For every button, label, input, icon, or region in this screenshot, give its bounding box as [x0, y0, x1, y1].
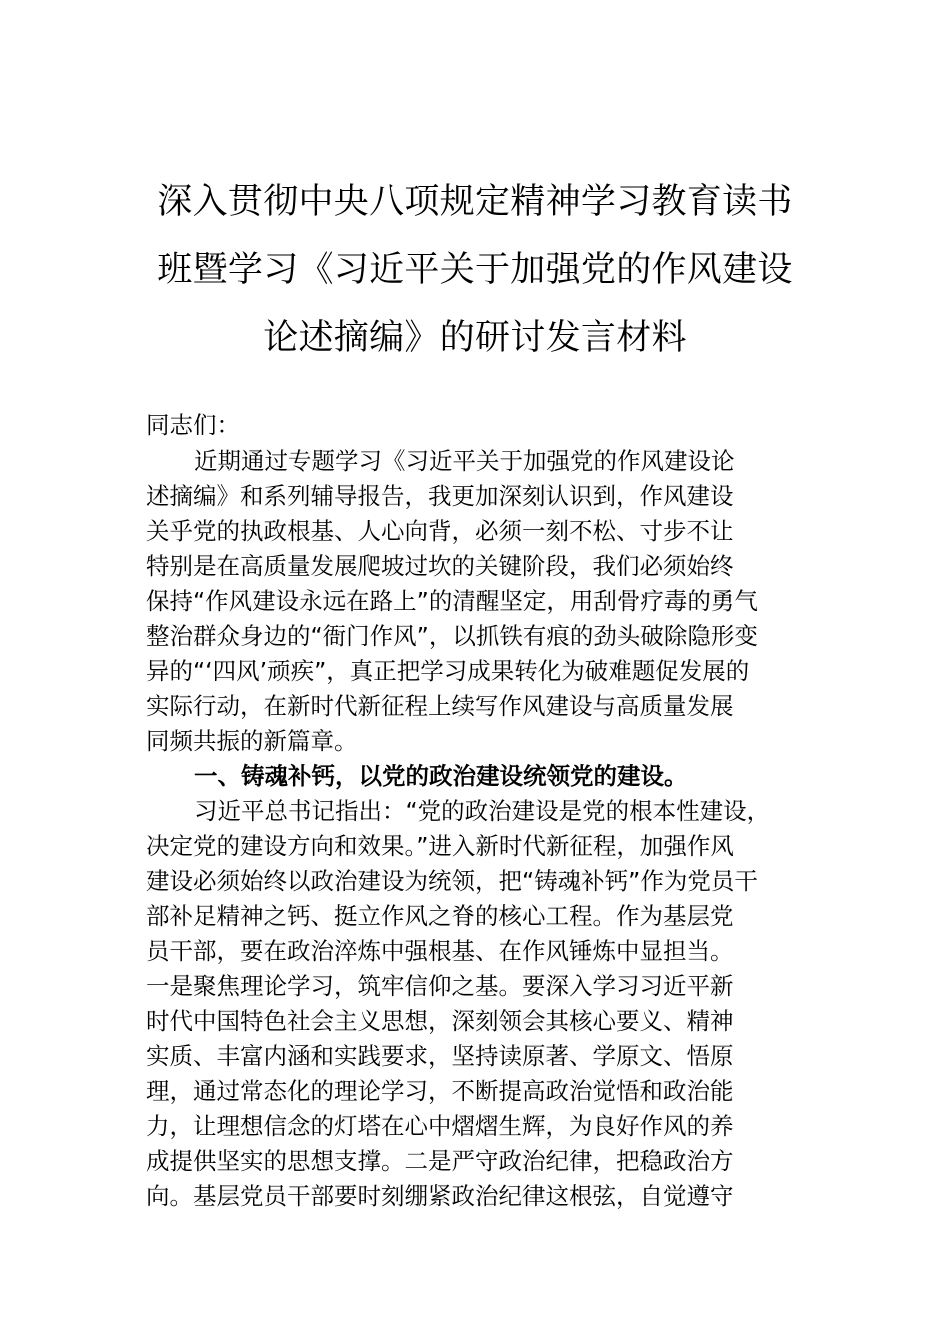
body-line: 实质、丰富内涵和实践要求，坚持读原著、学原文、悟原: [146, 1042, 734, 1070]
title-line-3: 论述摘编》的研讨发言材料: [263, 318, 687, 358]
body-line: 同频共振的新篇章。: [146, 727, 358, 755]
body-line: 实际行动，在新时代新征程上续写作风建设与高质量发展: [146, 692, 734, 720]
body-line: 近期通过专题学习《习近平关于加强党的作风建设论: [194, 447, 735, 475]
body-line: 向。基层党员干部要时刻绷紧政治纪律这根弦，自觉遵守: [146, 1182, 734, 1210]
body-line: 特别是在高质量发展爬坡过坎的关键阶段，我们必须始终: [146, 552, 734, 580]
body-line: 决定党的建设方向和效果。”进入新时代新征程，加强作风: [146, 832, 734, 860]
body-line: 理，通过常态化的理论学习，不断提高政治觉悟和政治能: [146, 1077, 734, 1105]
body-line: 部补足精神之钙、挺立作风之脊的核心工程。作为基层党: [146, 902, 734, 930]
section-heading: 一、铸魂补钙，以党的政治建设统领党的建设。: [194, 762, 688, 790]
body-line: 关乎党的执政根基、人心向背，必须一刻不松、寸步不让: [146, 517, 734, 545]
title-line-2: 班暨学习《习近平关于加强党的作风建设: [157, 250, 793, 290]
body-line: 述摘编》和系列辅导报告，我更加深刻认识到，作风建设: [146, 482, 734, 510]
body-line: 保持“作风建设永远在路上”的清醒坚定，用刮骨疗毒的勇气: [146, 587, 758, 615]
body-line: 异的“‘四风’顽疾”，真正把学习成果转化为破难题促发展的: [146, 657, 750, 685]
body-line: 建设必须始终以政治建设为统领，把“铸魂补钙”作为党员干: [146, 867, 758, 895]
body-line: 习近平总书记指出：“党的政治建设是党的根本性建设，: [194, 797, 771, 825]
body-line: 员干部，要在政治淬炼中强根基、在作风锤炼中显担当。: [146, 937, 734, 965]
title-line-1: 深入贯彻中央八项规定精神学习教育读书: [157, 182, 793, 222]
salutation: 同志们：: [146, 411, 240, 439]
body-line: 时代中国特色社会主义思想，深刻领会其核心要义、精神: [146, 1007, 734, 1035]
body-line: 力，让理想信念的灯塔在心中熠熠生辉，为良好作风的养: [146, 1112, 734, 1140]
body-line: 整治群众身边的“衙门作风”，以抓铁有痕的劲头破除隐形变: [146, 622, 758, 650]
body-line: 一是聚焦理论学习，筑牢信仰之基。要深入学习习近平新: [146, 972, 734, 1000]
body-line: 成提供坚实的思想支撑。二是严守政治纪律，把稳政治方: [146, 1147, 734, 1175]
